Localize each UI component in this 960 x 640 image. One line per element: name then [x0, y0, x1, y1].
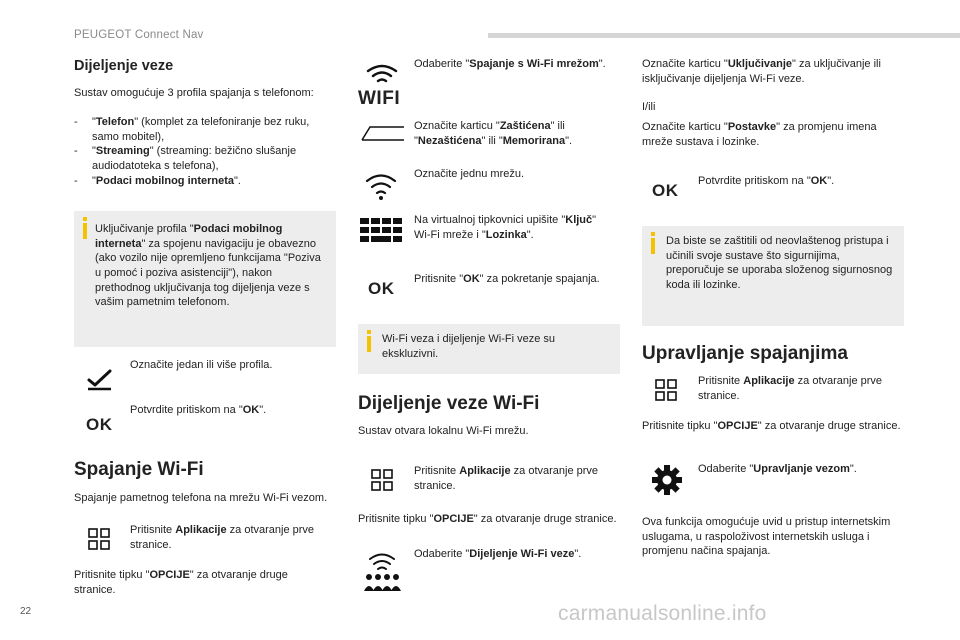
paragraph-outro: Ova funkcija omogućuje uvid u pristup internetskim uslugama, u raspoloživost internetskih usluga i promjenu načina spajanja. [642, 516, 891, 558]
checkmark-icon [86, 368, 114, 392]
ok-icon: OK [86, 415, 113, 434]
apps-grid-icon [370, 468, 394, 492]
section-title-wifi-sharing: Dijeljenje veze Wi-Fi [358, 393, 540, 414]
step-apps: Pritisnite Aplikacije za otvaranje prve stranice. [130, 524, 315, 551]
section-title-wifi-connection: Spajanje Wi-Fi [74, 459, 204, 480]
watermark: carmanualsonline.info [558, 602, 767, 625]
wifi-icon [360, 62, 404, 86]
keyboard-icon [360, 218, 404, 244]
info-note-security [642, 226, 904, 326]
note-text: Da biste se zaštitili od neovlaštenog pristupa i učinili svoje sustave što sigurnijima, preporučuje se uporaba složenog sigurnosnog koda ili lozinke. [666, 235, 893, 291]
step-select-network: Označite jednu mrežu. [414, 168, 525, 180]
step-confirm-ok: Potvrdite pritiskom na "OK". [698, 175, 835, 187]
step-select-profiles: Označite jedan ili više profila. [130, 359, 273, 371]
step-options: Pritisnite tipku "OPCIJE" za otvaranje druge stranice. [358, 513, 617, 525]
list-item: - "Streaming" (streaming: bežično slušanje audiodatoteka s telefona), [74, 145, 297, 172]
info-icon [83, 217, 87, 221]
paragraph-intro: Sustav omogućuje 3 profila spajanja s telefonom: [74, 87, 314, 99]
header-title: PEUGEOT Connect Nav [74, 29, 204, 41]
text-or: I/ili [642, 101, 656, 113]
wifi-network-icon [364, 172, 398, 202]
gear-icon [650, 463, 684, 497]
ok-icon: OK [368, 279, 395, 298]
page-number: 22 [20, 606, 32, 617]
section-title-manage-connections: Upravljanje spajanjima [642, 343, 848, 364]
note-text: Wi-Fi veza i dijeljenje Wi-Fi veze su ekskluzivni. [382, 333, 555, 360]
step-manage-connection: Odaberite "Upravljanje vezom". [698, 463, 857, 475]
info-note-mobile-data [74, 211, 336, 347]
apps-grid-icon [87, 527, 111, 551]
wifi-share-icon [362, 551, 402, 593]
step-press-ok: Pritisnite "OK" za pokretanje spajanja. [414, 273, 600, 285]
step-apps: Pritisnite Aplikacije za otvaranje prve stranice. [698, 375, 883, 402]
profile-list [74, 115, 326, 188]
step-apps: Pritisnite Aplikacije za otvaranje prve stranice. [414, 465, 599, 492]
ok-icon: OK [652, 181, 679, 200]
step-share-wifi: Odaberite "Dijeljenje Wi-Fi veze". [414, 548, 582, 560]
step-confirm-ok: Potvrdite pritiskom na "OK". [130, 404, 267, 416]
step-keyboard: Na virtualnoj tipkovnici upišite "Ključ" Wi-Fi mreže i "Lozinka". [414, 214, 597, 241]
paragraph-sharing-intro: Sustav otvara lokalnu Wi-Fi mrežu. [358, 425, 529, 437]
section-title-connection-sharing: Dijeljenje veze [74, 58, 174, 74]
step-options: Pritisnite tipku "OPCIJE" za otvaranje druge stranice. [74, 569, 288, 596]
apps-grid-icon [654, 378, 678, 402]
info-icon [651, 232, 655, 236]
header-bar [488, 33, 960, 38]
step-enable-tab: Označite karticu "Uključivanje" za uključivanje ili isključivanje dijeljenja Wi-Fi veze. [642, 58, 881, 85]
wifi-label-icon: WIFI [358, 88, 401, 109]
list-item: - "Telefon" (komplet za telefoniranje bez ruku, samo mobitel), [74, 116, 310, 143]
paragraph-wifi-intro: Spajanje pametnog telefona na mrežu Wi-Fi vezom. [74, 492, 328, 504]
tab-icon [360, 124, 406, 142]
note-text: Uključivanje profila "Podaci mobilnog interneta" za spojenu navigaciju je obavezno (ako vozilo nije opremljeno funkcijama "Poziva u pomoć i poziva asistenciji"), nakon prethodnog uključivanja tog dijeljenja veze s vašim pametnim telefonom. [95, 223, 321, 309]
step-wifi-network: Odaberite "Spajanje s Wi-Fi mrežom". [414, 58, 606, 70]
step-options: Pritisnite tipku "OPCIJE" za otvaranje druge stranice. [642, 420, 901, 432]
step-select-tab: Označite karticu "Zaštićena" ili "Nezaštićena" ili "Memorirana". [414, 120, 573, 147]
info-note-exclusive [358, 324, 620, 374]
info-icon [367, 330, 371, 334]
step-settings-tab: Označite karticu "Postavke" za promjenu imena mreže sustava i lozinke. [642, 121, 877, 148]
list-item: - "Podaci mobilnog interneta". [74, 174, 241, 187]
